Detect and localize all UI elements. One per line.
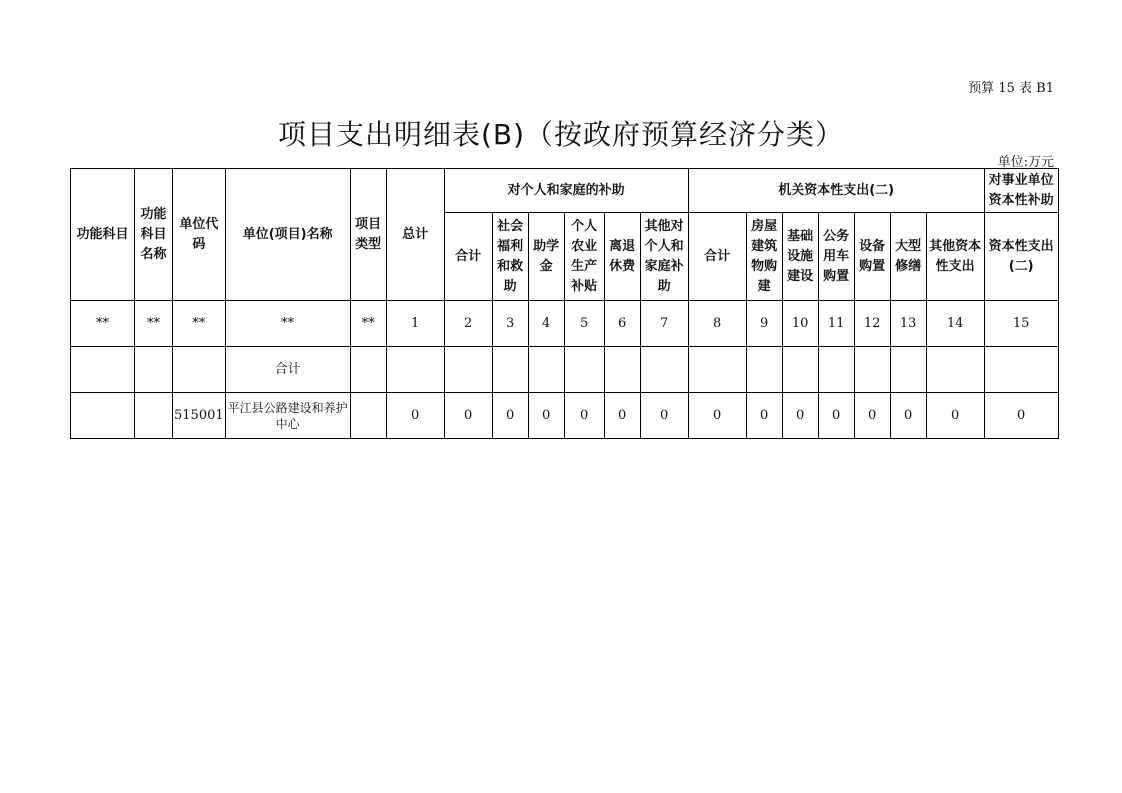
header-personal-other: 其他对个人和家庭补助 bbox=[640, 213, 688, 301]
index-cell: 7 bbox=[640, 301, 688, 347]
header-func-subject-name: 功能科目名称 bbox=[135, 169, 173, 301]
data-cell: 0 bbox=[604, 393, 640, 439]
header-capital-vehicle: 公务用车购置 bbox=[818, 213, 854, 301]
data-cell: 0 bbox=[890, 393, 926, 439]
header-capital-equipment: 设备购置 bbox=[854, 213, 890, 301]
index-cell: ** bbox=[225, 301, 350, 347]
index-cell: 5 bbox=[564, 301, 604, 347]
index-cell: 3 bbox=[492, 301, 528, 347]
index-cell: 15 bbox=[984, 301, 1058, 347]
data-cell: 0 bbox=[386, 393, 444, 439]
unit-label: 单位:万元 bbox=[997, 155, 1054, 170]
header-group-personal: 对个人和家庭的补助 bbox=[444, 169, 688, 213]
data-cell: 0 bbox=[444, 393, 492, 439]
index-cell: 1 bbox=[386, 301, 444, 347]
data-cell: 0 bbox=[782, 393, 818, 439]
header-personal-total: 合计 bbox=[444, 213, 492, 301]
page-title: 项目支出明细表(B)（按政府预算经济分类） bbox=[277, 118, 845, 151]
header-group-public: 对事业单位资本性补助 bbox=[984, 169, 1058, 213]
header-capital-infra: 基础设施建设 bbox=[782, 213, 818, 301]
form-code: 预算 15 表 B1 bbox=[968, 81, 1054, 96]
data-cell: 0 bbox=[564, 393, 604, 439]
header-personal-retire: 离退休费 bbox=[604, 213, 640, 301]
index-cell: 8 bbox=[688, 301, 746, 347]
project-expenditure-table bbox=[70, 168, 1059, 439]
header-public-capital: 资本性支出(二) bbox=[984, 213, 1058, 301]
data-row bbox=[71, 393, 1059, 439]
header-capital-building: 房屋建筑物购建 bbox=[746, 213, 782, 301]
index-cell: 13 bbox=[890, 301, 926, 347]
header-total: 总计 bbox=[386, 169, 444, 301]
header-capital-repair: 大型修缮 bbox=[890, 213, 926, 301]
header-project-type: 项目类型 bbox=[350, 169, 386, 301]
data-cell: 0 bbox=[746, 393, 782, 439]
index-cell: 2 bbox=[444, 301, 492, 347]
index-cell: 4 bbox=[528, 301, 564, 347]
header-capital-other: 其他资本性支出 bbox=[926, 213, 984, 301]
index-cell: 10 bbox=[782, 301, 818, 347]
index-cell: ** bbox=[71, 301, 135, 347]
index-cell: 11 bbox=[818, 301, 854, 347]
index-cell: 9 bbox=[746, 301, 782, 347]
header-personal-scholarship: 助学金 bbox=[528, 213, 564, 301]
header-capital-total: 合计 bbox=[688, 213, 746, 301]
data-cell: 0 bbox=[926, 393, 984, 439]
header-personal-welfare: 社会福利和救助 bbox=[492, 213, 528, 301]
data-cell: 0 bbox=[854, 393, 890, 439]
header-unit-name: 单位(项目)名称 bbox=[225, 169, 350, 301]
data-cell: 0 bbox=[528, 393, 564, 439]
header-group-capital: 机关资本性支出(二) bbox=[688, 169, 984, 213]
index-cell: 6 bbox=[604, 301, 640, 347]
header-func-subject: 功能科目 bbox=[71, 169, 135, 301]
data-cell: 0 bbox=[984, 393, 1058, 439]
index-cell: ** bbox=[135, 301, 173, 347]
header-personal-agri: 个人农业生产补贴 bbox=[564, 213, 604, 301]
index-cell: 14 bbox=[926, 301, 984, 347]
header-unit-code: 单位代码 bbox=[173, 169, 226, 301]
index-cell: ** bbox=[173, 301, 226, 347]
data-cell: 0 bbox=[640, 393, 688, 439]
data-cell: 0 bbox=[492, 393, 528, 439]
data-cell: 0 bbox=[818, 393, 854, 439]
index-row bbox=[71, 301, 1059, 347]
total-row bbox=[71, 347, 1059, 393]
index-cell: ** bbox=[350, 301, 386, 347]
total-row-label: 合计 bbox=[225, 347, 350, 393]
index-cell: 12 bbox=[854, 301, 890, 347]
data-unit-code: 515001 bbox=[173, 393, 226, 439]
data-cell: 0 bbox=[688, 393, 746, 439]
data-unit-name: 平江县公路建设和养护中心 bbox=[225, 393, 350, 439]
